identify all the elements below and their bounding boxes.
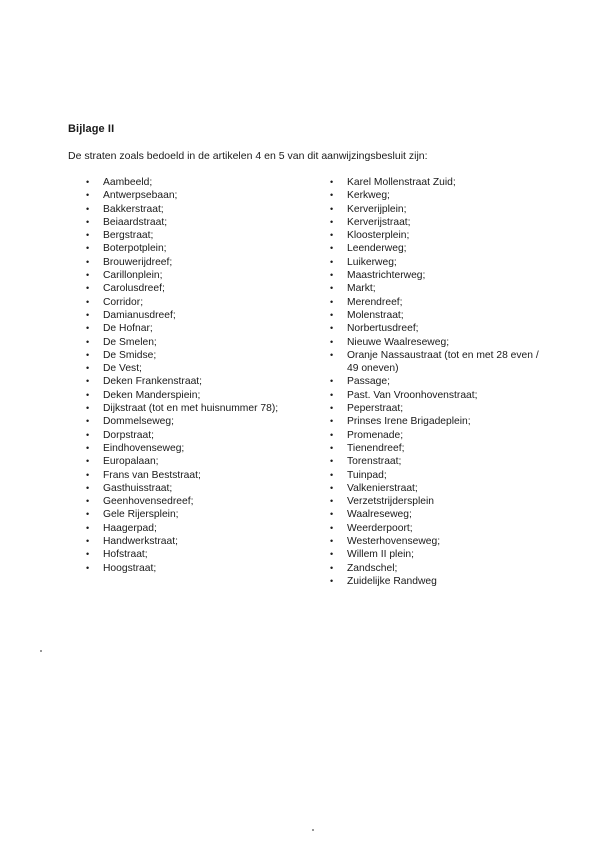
street-name: Past. Van Vroonhovenstraat; bbox=[347, 389, 478, 401]
bullet-icon: • bbox=[330, 403, 334, 414]
street-name: Torenstraat; bbox=[347, 456, 402, 468]
bullet-icon: • bbox=[86, 203, 90, 214]
street-list-item bbox=[86, 469, 296, 482]
street-list-item bbox=[330, 176, 540, 189]
street-list-item bbox=[86, 336, 296, 349]
street-list-item bbox=[86, 429, 296, 442]
bullet-icon: • bbox=[330, 216, 334, 227]
bullet-icon: • bbox=[330, 323, 334, 334]
bullet-icon: • bbox=[330, 256, 334, 267]
street-name: Kerverijplein; bbox=[347, 203, 407, 215]
bullet-icon: • bbox=[86, 416, 90, 427]
street-list-item bbox=[330, 269, 540, 282]
street-name: Peperstraat; bbox=[347, 403, 404, 415]
street-name: Deken Frankenstraat; bbox=[103, 376, 203, 388]
street-name: Prinses Irene Brigadeplein; bbox=[347, 416, 471, 428]
bullet-icon: • bbox=[330, 496, 334, 507]
street-list-item bbox=[330, 455, 540, 468]
street-list-item bbox=[86, 189, 296, 202]
bullet-icon: • bbox=[330, 509, 334, 520]
street-name: Geenhovensedreef; bbox=[103, 496, 194, 508]
street-name: Damianusdreef; bbox=[103, 309, 176, 321]
street-list-item bbox=[86, 216, 296, 229]
bullet-icon: • bbox=[330, 230, 334, 241]
street-name: Gasthuisstraat; bbox=[103, 482, 173, 494]
street-list-item bbox=[330, 296, 540, 309]
street-name: Willem II plein; bbox=[347, 549, 414, 561]
street-name: Valkenierstraat; bbox=[347, 482, 418, 494]
street-list-item bbox=[86, 535, 296, 548]
street-name: Carolusdreef; bbox=[103, 283, 165, 295]
street-list-right bbox=[330, 176, 540, 588]
bullet-icon: • bbox=[86, 389, 90, 400]
bullet-icon: • bbox=[330, 442, 334, 453]
street-list-item bbox=[86, 508, 296, 521]
street-list-item bbox=[330, 415, 540, 428]
bullet-icon: • bbox=[86, 296, 90, 307]
street-name: Haagerpad; bbox=[103, 522, 157, 534]
street-list-item bbox=[330, 256, 540, 269]
street-list-item bbox=[330, 282, 540, 295]
street-list-item bbox=[330, 469, 540, 482]
street-name: Kloosterplein; bbox=[347, 230, 410, 242]
street-name: Luikerweg; bbox=[347, 256, 397, 268]
street-list-item bbox=[330, 495, 540, 508]
street-name: Boterpotplein; bbox=[103, 243, 167, 255]
street-name: De Hofnar; bbox=[103, 323, 153, 335]
street-list-item bbox=[86, 296, 296, 309]
street-name: Beiaardstraat; bbox=[103, 216, 168, 228]
street-list-item bbox=[86, 482, 296, 495]
bullet-icon: • bbox=[330, 309, 334, 320]
street-list-item bbox=[86, 415, 296, 428]
bullet-icon: • bbox=[86, 190, 90, 201]
bullet-icon: • bbox=[86, 469, 90, 480]
bullet-icon: • bbox=[86, 509, 90, 520]
bullet-icon: • bbox=[86, 376, 90, 387]
bullet-icon: • bbox=[330, 482, 334, 493]
street-list-item bbox=[86, 455, 296, 468]
street-name: Gele Rijersplein; bbox=[103, 509, 179, 521]
bullet-icon: • bbox=[86, 363, 90, 374]
street-name: Norbertusdreef; bbox=[347, 323, 419, 335]
bullet-icon: • bbox=[86, 243, 90, 254]
street-name: Europalaan; bbox=[103, 456, 159, 468]
street-list-item bbox=[86, 242, 296, 255]
street-list-item bbox=[330, 482, 540, 495]
bullet-icon: • bbox=[86, 442, 90, 453]
bullet-icon: • bbox=[330, 522, 334, 533]
street-name: Karel Mollenstraat Zuid; bbox=[347, 177, 456, 188]
street-name: De Vest; bbox=[103, 363, 142, 375]
bullet-icon: • bbox=[86, 336, 90, 347]
street-list-item bbox=[330, 203, 540, 216]
street-list-item bbox=[330, 429, 540, 442]
bullet-icon: • bbox=[86, 349, 90, 360]
street-name: Zandschel; bbox=[347, 562, 398, 574]
bullet-icon: • bbox=[330, 536, 334, 547]
bullet-icon: • bbox=[330, 177, 334, 187]
bullet-icon: • bbox=[330, 243, 334, 254]
street-name: Handwerkstraat; bbox=[103, 536, 178, 548]
bullet-icon: • bbox=[86, 283, 90, 294]
bullet-icon: • bbox=[86, 230, 90, 241]
street-name: Carillonplein; bbox=[103, 270, 163, 282]
street-list-item bbox=[86, 309, 296, 322]
street-list-item bbox=[86, 282, 296, 295]
street-list-item bbox=[330, 336, 540, 349]
street-list-item bbox=[330, 309, 540, 322]
street-list-item bbox=[86, 495, 296, 508]
street-name: Corridor; bbox=[103, 296, 144, 308]
bullet-icon: • bbox=[330, 336, 334, 347]
street-list-item bbox=[330, 322, 540, 335]
street-list-item bbox=[330, 562, 540, 575]
bullet-icon: • bbox=[330, 203, 334, 214]
bullet-icon: • bbox=[86, 496, 90, 507]
bullet-icon: • bbox=[86, 562, 90, 573]
bullet-icon: • bbox=[86, 549, 90, 560]
bullet-icon: • bbox=[330, 575, 334, 586]
street-name: Molenstraat; bbox=[347, 309, 404, 321]
street-name: Verzetstrijdersplein bbox=[347, 496, 434, 508]
street-list-item bbox=[86, 256, 296, 269]
street-name: Leenderweg; bbox=[347, 243, 407, 255]
bullet-icon: • bbox=[330, 389, 334, 400]
street-name: Antwerpsebaan; bbox=[103, 190, 178, 202]
street-name: De Smelen; bbox=[103, 336, 157, 348]
street-name: Zuidelijke Randweg bbox=[347, 575, 437, 587]
street-name: Bakkerstraat; bbox=[103, 203, 164, 215]
street-name: Hoogstraat; bbox=[103, 562, 157, 574]
street-name: Kerkweg; bbox=[347, 190, 390, 202]
bullet-icon: • bbox=[330, 270, 334, 281]
street-list-item bbox=[330, 229, 540, 242]
street-name: Dommelseweg; bbox=[103, 416, 174, 428]
street-list-item bbox=[86, 402, 296, 415]
bullet-icon: • bbox=[330, 296, 334, 307]
bullet-icon: • bbox=[330, 456, 334, 467]
bullet-icon: • bbox=[86, 270, 90, 281]
street-list-item bbox=[330, 389, 540, 402]
street-list-item bbox=[86, 349, 296, 362]
street-name: Bergstraat; bbox=[103, 230, 154, 242]
street-list-item bbox=[86, 269, 296, 282]
bullet-icon: • bbox=[86, 323, 90, 334]
street-name: Kerverijstraat; bbox=[347, 216, 411, 228]
bullet-icon: • bbox=[330, 469, 334, 480]
bullet-icon: • bbox=[330, 549, 334, 560]
street-name: Nieuwe Waalreseweg; bbox=[347, 336, 450, 348]
street-list-item bbox=[330, 349, 540, 376]
street-name: Passage; bbox=[347, 376, 390, 388]
street-list-item bbox=[86, 362, 296, 375]
bullet-icon: • bbox=[86, 177, 90, 187]
street-list-item bbox=[86, 375, 296, 388]
street-list-item bbox=[86, 229, 296, 242]
street-list-item bbox=[330, 189, 540, 202]
street-list-item bbox=[86, 522, 296, 535]
street-list-item bbox=[330, 575, 540, 588]
street-name: Oranje Nassaustraat (tot en met 28 even / 49 oneven) bbox=[347, 349, 539, 375]
street-name: Waalreseweg; bbox=[347, 509, 412, 521]
bullet-icon: • bbox=[86, 482, 90, 493]
bullet-icon: • bbox=[86, 309, 90, 320]
bullet-icon: • bbox=[86, 522, 90, 533]
street-name: Promenade; bbox=[347, 429, 404, 441]
bullet-icon: • bbox=[330, 562, 334, 573]
bullet-icon: • bbox=[330, 190, 334, 201]
street-name: Merendreef; bbox=[347, 296, 403, 308]
street-name: Eindhovenseweg; bbox=[103, 442, 185, 454]
street-list-item bbox=[330, 535, 540, 548]
bullet-icon: • bbox=[330, 376, 334, 387]
street-list-item bbox=[86, 548, 296, 561]
page-heading: Bijlage II bbox=[68, 123, 115, 135]
street-name: Tuinpad; bbox=[347, 469, 387, 481]
street-name: Hofstraat; bbox=[103, 549, 148, 561]
bullet-icon: • bbox=[86, 536, 90, 547]
bullet-icon: • bbox=[86, 256, 90, 267]
scan-speck bbox=[312, 829, 314, 831]
bullet-icon: • bbox=[86, 429, 90, 440]
street-name: Maastrichterweg; bbox=[347, 270, 426, 282]
street-name: Aambeeld; bbox=[103, 177, 153, 188]
street-list-left bbox=[86, 176, 296, 575]
intro-paragraph: De straten zoals bedoeld in de artikelen 4 en 5 van dit aanwijzingsbesluit zijn: bbox=[68, 150, 428, 162]
street-list-item bbox=[86, 322, 296, 335]
street-list-item bbox=[86, 562, 296, 575]
bullet-icon: • bbox=[330, 283, 334, 294]
street-name: Markt; bbox=[347, 283, 376, 295]
street-name: Tienendreef; bbox=[347, 442, 405, 454]
bullet-icon: • bbox=[330, 429, 334, 440]
street-list-item bbox=[330, 548, 540, 561]
bullet-icon: • bbox=[330, 349, 334, 360]
street-list-item bbox=[86, 176, 296, 189]
street-list-item bbox=[330, 242, 540, 255]
street-name: De Smidse; bbox=[103, 349, 157, 361]
street-name: Frans van Beststraat; bbox=[103, 469, 201, 481]
scan-speck bbox=[40, 650, 42, 652]
street-list-item bbox=[330, 442, 540, 455]
street-list-item bbox=[86, 389, 296, 402]
street-name: Dorpstraat; bbox=[103, 429, 154, 441]
street-name: Dijkstraat (tot en met huisnummer 78); bbox=[103, 403, 279, 415]
street-list-item bbox=[330, 375, 540, 388]
bullet-icon: • bbox=[86, 456, 90, 467]
street-name: Deken Manderspiein; bbox=[103, 389, 201, 401]
street-list-item bbox=[330, 508, 540, 521]
street-list-item bbox=[86, 442, 296, 455]
street-list-item bbox=[330, 522, 540, 535]
street-name: Brouwerijdreef; bbox=[103, 256, 173, 268]
bullet-icon: • bbox=[86, 216, 90, 227]
street-list-item bbox=[86, 203, 296, 216]
street-list-item bbox=[330, 216, 540, 229]
bullet-icon: • bbox=[330, 416, 334, 427]
street-name: Weerderpoort; bbox=[347, 522, 413, 534]
street-name: Westerhovenseweg; bbox=[347, 536, 441, 548]
bullet-icon: • bbox=[86, 403, 90, 414]
street-list-item bbox=[330, 402, 540, 415]
